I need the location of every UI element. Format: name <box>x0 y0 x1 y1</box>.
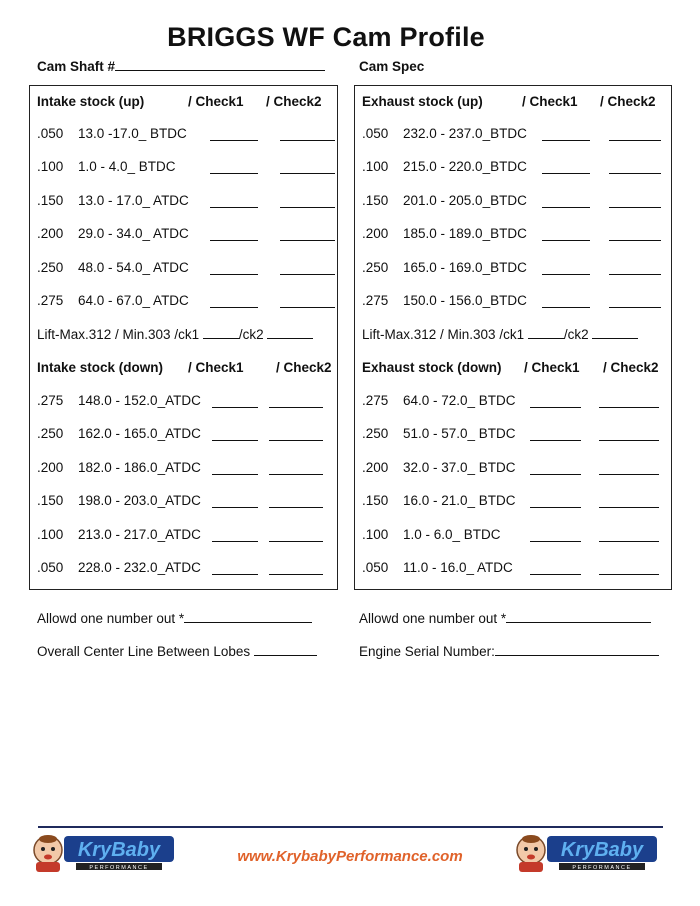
lift-position: .100 <box>37 526 64 542</box>
check2-blank[interactable] <box>599 407 659 408</box>
degree-spec: 148.0 - 152.0_ATDC <box>78 393 201 408</box>
intake-up-heading: Intake stock (up) <box>37 94 145 109</box>
logo-right-text: KryBaby <box>560 839 644 861</box>
check1-blank[interactable] <box>530 507 581 508</box>
degree-spec: 32.0 - 37.0_ BTDC <box>403 459 516 475</box>
intake-down-heading: Intake stock (down) <box>37 360 164 375</box>
lift-position: .200 <box>362 226 389 242</box>
allowed-right-label: Allowd one number out * <box>359 611 507 626</box>
degree-spec: 232.0 - 237.0_BTDC <box>403 126 527 141</box>
lift-position: .250 <box>362 259 389 275</box>
center-line-blank[interactable] <box>254 645 317 656</box>
check2-blank[interactable] <box>599 474 659 475</box>
logo-right-sub: PERFORMANCE <box>572 865 632 871</box>
check2-blank[interactable] <box>280 307 335 308</box>
check1-blank[interactable] <box>530 440 581 441</box>
lift-right-text2: /ck2 <box>563 327 593 342</box>
lift-position: .050 <box>362 560 389 575</box>
degree-spec: 162.0 - 165.0_ATDC <box>78 426 201 442</box>
check2-blank[interactable] <box>269 440 323 441</box>
check2-blank[interactable] <box>599 440 659 441</box>
check2-blank[interactable] <box>269 474 323 475</box>
lift-position: .250 <box>37 426 64 442</box>
check2-blank[interactable] <box>269 541 323 542</box>
lift-right-ck2-blank[interactable] <box>592 328 638 339</box>
check1-blank[interactable] <box>212 574 258 575</box>
intake-down-check2: / Check2 <box>276 360 332 375</box>
check1-blank[interactable] <box>542 207 590 208</box>
check2-blank[interactable] <box>280 207 335 208</box>
degree-spec: 228.0 - 232.0_ATDC <box>78 560 201 575</box>
lift-position: .200 <box>37 226 64 242</box>
degree-spec: 64.0 - 67.0_ ATDC <box>78 293 189 308</box>
allowed-left-blank[interactable] <box>184 612 312 623</box>
degree-spec: 198.0 - 203.0_ATDC <box>78 493 201 509</box>
degree-spec: 48.0 - 54.0_ ATDC <box>78 259 189 275</box>
lift-position: .275 <box>362 293 389 308</box>
exhaust-down-check2: / Check2 <box>603 360 659 375</box>
check2-blank[interactable] <box>269 407 323 408</box>
check2-blank[interactable] <box>609 274 661 275</box>
lift-position: .250 <box>362 426 389 442</box>
check1-blank[interactable] <box>530 574 581 575</box>
check2-blank[interactable] <box>280 173 335 174</box>
allowed-right-blank[interactable] <box>506 612 651 623</box>
degree-spec: 201.0 - 205.0_BTDC <box>403 192 527 208</box>
check1-blank[interactable] <box>210 274 258 275</box>
cam-shaft-field[interactable] <box>37 59 325 74</box>
exhaust-box <box>354 85 672 590</box>
lift-right-text1: Lift-Max.312 / Min.303 /ck1 <box>362 327 528 342</box>
check1-blank[interactable] <box>212 407 258 408</box>
lift-position: .200 <box>37 459 64 475</box>
check1-blank[interactable] <box>542 307 590 308</box>
lift-position: .150 <box>37 493 64 509</box>
lift-position: .250 <box>37 259 64 275</box>
degree-spec: 182.0 - 186.0_ATDC <box>78 459 201 475</box>
footer-divider <box>38 826 663 828</box>
lift-left-row <box>37 327 313 342</box>
degree-spec: 1.0 - 6.0_ BTDC <box>403 526 501 542</box>
degree-spec: 11.0 - 16.0_ ATDC <box>403 560 513 575</box>
logo-left-text: KryBaby <box>77 839 161 861</box>
check2-blank[interactable] <box>609 240 661 241</box>
engine-serial-blank[interactable] <box>495 645 659 656</box>
exhaust-up-heading: Exhaust stock (up) <box>362 94 483 109</box>
lift-position: .100 <box>37 159 64 175</box>
check2-blank[interactable] <box>599 541 659 542</box>
lift-left-text1: Lift-Max.312 / Min.303 /ck1 <box>37 327 203 342</box>
intake-up-check1: / Check1 <box>188 94 244 109</box>
krybaby-logo-icon <box>511 830 661 875</box>
lift-left-ck2-blank[interactable] <box>267 328 313 339</box>
check1-blank[interactable] <box>210 307 258 308</box>
engine-serial-label: Engine Serial Number: <box>359 644 495 659</box>
check2-blank[interactable] <box>609 307 661 308</box>
lift-position: .275 <box>37 393 64 408</box>
check1-blank[interactable] <box>542 140 590 141</box>
check2-blank[interactable] <box>269 507 323 508</box>
intake-down-check1: / Check1 <box>188 360 244 375</box>
lift-position: .100 <box>362 159 389 175</box>
lift-left-ck1-blank[interactable] <box>203 328 239 339</box>
lift-position: .275 <box>362 393 389 408</box>
exhaust-down-check1: / Check1 <box>524 360 580 375</box>
krybaby-logo-right <box>511 830 661 875</box>
intake-up-check2: / Check2 <box>266 94 322 109</box>
allowed-right-field <box>359 611 651 626</box>
check2-blank[interactable] <box>609 207 661 208</box>
lift-position: .050 <box>37 560 64 575</box>
degree-spec: 215.0 - 220.0_BTDC <box>403 159 527 175</box>
degree-spec: 16.0 - 21.0_ BTDC <box>403 493 516 509</box>
check1-blank[interactable] <box>210 140 258 141</box>
allowed-left-field <box>37 611 312 626</box>
degree-spec: 13.0 - 17.0_ ATDC <box>78 192 189 208</box>
check1-blank[interactable] <box>212 440 258 441</box>
lift-position: .150 <box>37 192 64 208</box>
degree-spec: 1.0 - 4.0_ BTDC <box>78 159 176 175</box>
lift-position: .275 <box>37 293 64 308</box>
check1-blank[interactable] <box>542 274 590 275</box>
check1-blank[interactable] <box>212 541 258 542</box>
degree-spec: 29.0 - 34.0_ ATDC <box>78 226 189 242</box>
check1-blank[interactable] <box>530 407 581 408</box>
degree-spec: 213.0 - 217.0_ATDC <box>78 526 201 542</box>
check2-blank[interactable] <box>609 140 661 141</box>
exhaust-up-check1: / Check1 <box>522 94 578 109</box>
lift-position: .050 <box>362 126 389 141</box>
degree-spec: 13.0 -17.0_ BTDC <box>78 126 187 141</box>
cam-spec-label: Cam Spec <box>359 59 425 74</box>
engine-serial-field <box>359 644 659 659</box>
lift-position: .050 <box>37 126 64 141</box>
check1-blank[interactable] <box>530 541 581 542</box>
degree-spec: 150.0 - 156.0_BTDC <box>403 293 527 308</box>
check1-blank[interactable] <box>212 474 258 475</box>
center-line-field <box>37 644 317 659</box>
check2-blank[interactable] <box>280 274 335 275</box>
center-line-label: Overall Center Line Between Lobes <box>37 644 254 659</box>
exhaust-down-heading: Exhaust stock (down) <box>362 360 502 375</box>
intake-box <box>29 85 338 590</box>
check2-blank[interactable] <box>609 173 661 174</box>
degree-spec: 185.0 - 189.0_BTDC <box>403 226 527 242</box>
page-title: BRIGGS WF Cam Profile <box>167 22 485 52</box>
check1-blank[interactable] <box>210 240 258 241</box>
check1-blank[interactable] <box>210 173 258 174</box>
check1-blank[interactable] <box>212 507 258 508</box>
check2-blank[interactable] <box>269 574 323 575</box>
cam-shaft-label: Cam Shaft # <box>37 59 116 74</box>
check2-blank[interactable] <box>280 140 335 141</box>
lift-position: .200 <box>362 459 389 475</box>
exhaust-up-check2: / Check2 <box>600 94 656 109</box>
logo-left-sub: PERFORMANCE <box>89 865 149 871</box>
allowed-left-label: Allowd one number out * <box>37 611 185 626</box>
check1-blank[interactable] <box>530 474 581 475</box>
lift-position: .150 <box>362 192 389 208</box>
check2-blank[interactable] <box>599 507 659 508</box>
check1-blank[interactable] <box>542 173 590 174</box>
cam-shaft-blank[interactable] <box>115 60 325 71</box>
lift-left-text2: /ck2 <box>238 327 268 342</box>
lift-position: .100 <box>362 526 389 542</box>
degree-spec: 51.0 - 57.0_ BTDC <box>403 426 516 442</box>
lift-right-row <box>362 327 638 342</box>
check1-blank[interactable] <box>210 207 258 208</box>
check2-blank[interactable] <box>599 574 659 575</box>
lift-right-ck1-blank[interactable] <box>528 328 564 339</box>
degree-spec: 64.0 - 72.0_ BTDC <box>403 393 516 408</box>
check1-blank[interactable] <box>542 240 590 241</box>
degree-spec: 165.0 - 169.0_BTDC <box>403 259 527 275</box>
website-url[interactable]: www.KrybabyPerformance.com <box>237 848 463 865</box>
lift-position: .150 <box>362 493 389 509</box>
check2-blank[interactable] <box>280 240 335 241</box>
